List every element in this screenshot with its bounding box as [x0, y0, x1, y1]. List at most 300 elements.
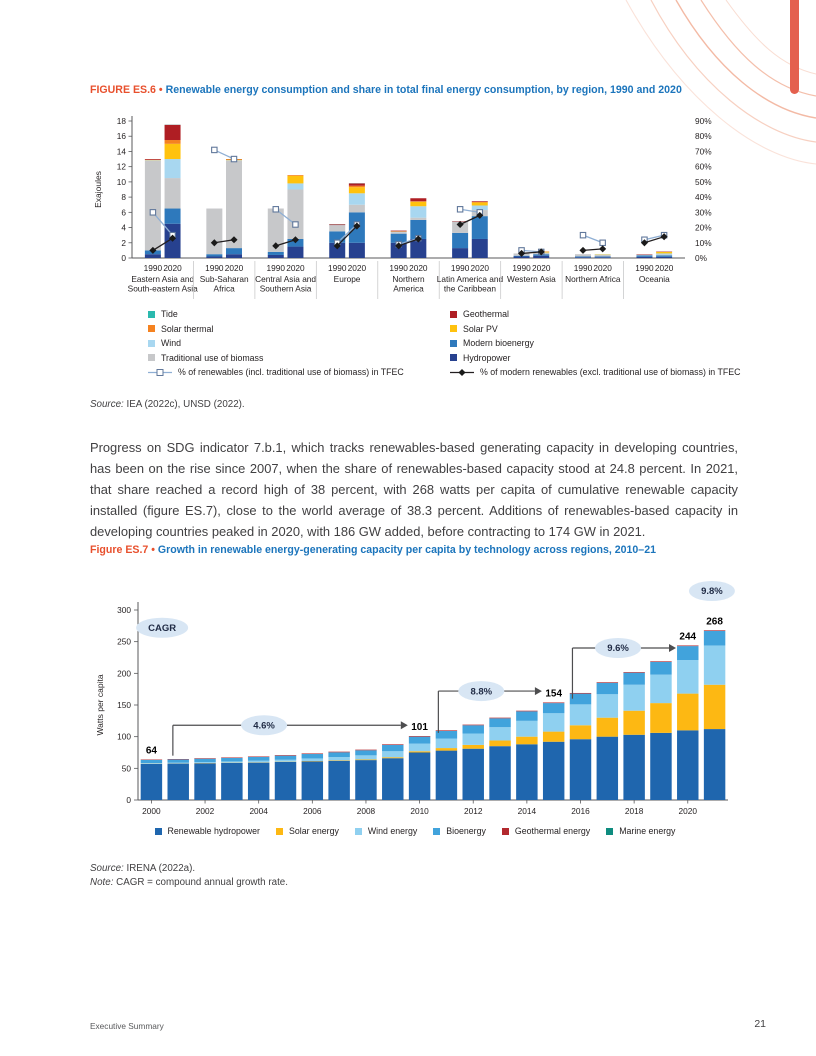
y2-tick-label: 50% [695, 176, 712, 187]
bar-segment [349, 187, 365, 193]
y-axis-title: Watts per capita [95, 674, 105, 736]
bar-segment [287, 190, 303, 239]
bar-segment [704, 630, 725, 631]
bar-segment [516, 744, 537, 800]
note-text: CAGR = compound annual growth rate. [113, 877, 288, 888]
bar-segment [636, 255, 652, 256]
bar-segment [472, 216, 488, 239]
diamond-marker-icon [458, 368, 465, 375]
bar-segment [575, 257, 591, 258]
fig6-legend-item [450, 309, 740, 319]
bar-segment [328, 761, 349, 800]
fig7-legend-item [276, 826, 339, 836]
bar-segment [677, 694, 698, 731]
legend-swatch-icon [502, 828, 509, 835]
y2-tick-label: 10% [695, 237, 712, 248]
bar-segment [463, 745, 484, 749]
bar-segment [194, 763, 215, 800]
y-tick-label: 18 [116, 116, 126, 126]
bar-segment [226, 248, 242, 254]
bar-segment [145, 254, 161, 258]
bar-segment [489, 727, 510, 740]
bar-segment [489, 718, 510, 719]
bar-segment [194, 762, 215, 763]
legend-swatch-icon [450, 340, 457, 347]
region-label: Oceania [638, 274, 670, 284]
bar-segment [328, 757, 349, 760]
legend-swatch-icon [276, 828, 283, 835]
y2-tick-label: 60% [695, 161, 712, 172]
fig7-legend-item [606, 826, 675, 836]
y-tick-label: 200 [117, 668, 131, 679]
bar-segment [452, 233, 468, 248]
bar-segment [543, 702, 564, 703]
bar-segment [355, 750, 376, 755]
fig6-legend-item [148, 338, 440, 348]
bar-segment [489, 746, 510, 800]
region-label: Europe [333, 274, 361, 284]
legend-line-icon [148, 368, 172, 377]
bar-segment [597, 683, 618, 694]
source-prefix: Source: [90, 399, 124, 410]
bar-segment [275, 756, 296, 760]
bar-segment [410, 202, 426, 207]
bar-segment [194, 758, 215, 759]
bar-segment [409, 751, 430, 752]
fig7-legend-item [433, 826, 486, 836]
region-label: Western Asia [507, 274, 556, 284]
legend-swatch-icon [355, 828, 362, 835]
legend-label: Bioenergy [446, 826, 486, 836]
x-tick-label: 2020 [470, 263, 490, 273]
value-label: 268 [706, 616, 723, 628]
bar-segment [355, 750, 376, 751]
square-marker-icon [600, 240, 605, 245]
bar-segment [623, 735, 644, 800]
legend-label: Geothermal [463, 309, 509, 319]
value-label: 64 [145, 745, 157, 757]
fig6-legend-item [148, 324, 440, 334]
bar-segment [382, 758, 403, 800]
y-tick-label: 4 [121, 222, 126, 233]
bar-segment [570, 704, 591, 725]
bar-segment [165, 209, 181, 224]
bar-segment [287, 176, 303, 184]
figure-es7-legend [90, 826, 740, 836]
square-marker-icon [157, 369, 163, 375]
x-tick-label: 2020 [654, 263, 674, 273]
bar-segment [463, 749, 484, 800]
bar-segment [141, 764, 162, 800]
bar-segment [650, 661, 671, 662]
x-tick-label: 2008 [356, 806, 376, 816]
decor-bar [790, 0, 799, 94]
bar-segment [489, 718, 510, 727]
y-tick-label: 12 [116, 161, 126, 172]
bar-segment [221, 758, 242, 761]
bar-segment [656, 255, 672, 256]
x-tick-label: 2010 [410, 806, 429, 816]
y-tick-label: 14 [116, 146, 126, 157]
bar-segment [516, 737, 537, 745]
square-marker-icon [293, 222, 298, 227]
bar-segment [543, 742, 564, 800]
bar-segment [141, 760, 162, 763]
value-label: 244 [679, 631, 697, 643]
bar-segment [409, 744, 430, 752]
bar-segment [302, 753, 323, 754]
region-label: Northern [392, 274, 425, 284]
bar-segment [597, 682, 618, 683]
legend-swatch-icon [450, 354, 457, 361]
region-label: Sub-Saharan [199, 274, 249, 284]
y-tick-label: 300 [117, 605, 131, 615]
region-label: Eastern Asia and [131, 274, 195, 284]
bar-segment [302, 758, 323, 761]
bar-segment [704, 645, 725, 684]
bar-segment [206, 209, 222, 255]
page-number: 21 [754, 1018, 766, 1030]
fig6-legend-item [148, 367, 440, 377]
bar-segment [677, 646, 698, 660]
y2-tick-label: 80% [695, 131, 712, 142]
legend-swatch-icon [148, 311, 155, 318]
bar-segment [287, 175, 303, 176]
square-marker-icon [580, 232, 585, 237]
legend-swatch-icon [606, 828, 613, 835]
bar-segment [382, 744, 403, 745]
bar-segment [355, 759, 376, 760]
bar-segment [165, 125, 181, 140]
bar-segment [145, 159, 161, 160]
bar-segment [349, 205, 365, 213]
legend-label: % of renewables (incl. traditional use of biomass) in TFEC [178, 367, 404, 377]
figure-es6-bullet: • [158, 84, 163, 96]
legend-label: Tide [161, 309, 178, 319]
figure-es6-label: FIGURE ES.6 [90, 84, 156, 96]
cagr-bubble-label: 4.6% [253, 720, 275, 732]
fig6-legend-item [450, 338, 740, 348]
bar-segment [221, 757, 242, 758]
bar-segment [575, 254, 591, 256]
bar-segment [275, 762, 296, 800]
legend-label: Traditional use of biomass [161, 352, 264, 363]
bar-segment [452, 248, 468, 258]
bar-segment [275, 760, 296, 762]
figure-es7-heading [90, 544, 745, 557]
bar-segment [355, 760, 376, 800]
cagr-bubble-label: CAGR [148, 622, 177, 634]
legend-label: Modern bioenergy [463, 338, 534, 348]
bar-segment [533, 256, 549, 258]
bar-segment [656, 257, 672, 258]
bar-segment [463, 734, 484, 745]
region-label: Latin America and [436, 274, 504, 284]
legend-swatch-icon [148, 325, 155, 332]
bar-segment [650, 703, 671, 733]
legend-label: Wind energy [367, 826, 418, 836]
bar-segment [409, 737, 430, 744]
bar-segment [287, 247, 303, 258]
bar-segment [221, 761, 242, 762]
bar-segment [409, 753, 430, 801]
y-tick-label: 100 [117, 731, 131, 742]
footer-section-title: Executive Summary [90, 1021, 164, 1031]
x-tick-label: 1990 [389, 263, 408, 273]
x-tick-label: 2020 [593, 263, 612, 273]
bar-segment [472, 202, 488, 205]
bar-segment [656, 255, 672, 257]
legend-label: Solar PV [463, 323, 498, 334]
bar-segment [472, 239, 488, 258]
bar-segment [226, 161, 242, 249]
x-tick-label: 2012 [463, 806, 483, 816]
region-label: Southern Asia [259, 283, 312, 294]
region-label: America [393, 283, 424, 294]
source-text: IEA (2022c), UNSD (2022). [123, 399, 245, 410]
source-text: IRENA (2022a). [123, 863, 196, 874]
bar-segment [543, 713, 564, 731]
bar-segment [623, 673, 644, 685]
note-prefix: Note: [90, 877, 114, 888]
figure-es7-note [90, 876, 288, 889]
cagr-bubble-label: 8.8% [470, 686, 493, 698]
legend-swatch-icon [148, 340, 155, 347]
body-paragraph: Progress on SDG indicator 7.b.1, which tracks renewables-based generating capacity in developing countries, has been on the rise since 2007, when the share of renewables-based capacity stood at 24.8 percent. In 2021, that share reached a record high of 38 percent, with 268 watts per capita of cumulative renewable capacity installed (figure ES.7), close to the world average of 38.3 percent. Additions of renewables-based capacity in developing countries peaked in 2020, with 186 GW added, before contracting to 174 GW in 2021. [90, 440, 738, 539]
bar-segment [145, 161, 161, 251]
figure-es7-bullet: • [151, 544, 155, 556]
bar-segment [328, 752, 349, 753]
bar-segment [349, 193, 365, 204]
x-tick-label: 2020 [347, 263, 367, 273]
square-marker-icon [150, 210, 155, 215]
diamond-marker-icon [599, 245, 606, 252]
y2-tick-label: 40% [695, 192, 712, 203]
bar-segment [704, 729, 725, 800]
bar-segment [472, 201, 488, 202]
x-tick-label: 2000 [142, 806, 161, 816]
x-tick-label: 1990 [512, 263, 531, 273]
bar-segment [349, 243, 365, 258]
bar-segment [391, 232, 407, 234]
bar-segment [543, 732, 564, 742]
bar-segment [570, 739, 591, 800]
x-tick-label: 1990 [635, 263, 654, 273]
figure-es6-heading [90, 84, 745, 97]
square-marker-icon [212, 147, 217, 152]
y2-tick-label: 90% [695, 116, 712, 126]
legend-line-icon [450, 368, 474, 377]
bar-segment [268, 255, 284, 258]
bar-segment [409, 736, 430, 737]
bar-segment [595, 257, 611, 258]
bar-segment [349, 183, 365, 185]
bar-segment [410, 206, 426, 217]
bar-segment [436, 739, 457, 749]
bar-segment [302, 754, 323, 758]
region-label: Africa [213, 283, 235, 294]
fig6-legend-item [450, 324, 740, 334]
square-marker-icon [457, 207, 462, 212]
bar-segment [516, 721, 537, 737]
fig7-legend-item [502, 826, 590, 836]
legend-label: Wind [161, 338, 182, 348]
decor-curve [726, 0, 816, 74]
bar-segment [165, 178, 181, 208]
y-tick-label: 50 [121, 763, 131, 774]
y-axis-title: Exajoules [93, 171, 103, 208]
bar-segment [165, 140, 181, 144]
y2-tick-label: 20% [695, 222, 712, 233]
cagr-bubble-label: 9.6% [607, 643, 629, 655]
bar-segment [382, 751, 403, 757]
figure-es6-title: Renewable energy consumption and share in total final energy consumption, by region, 1990 and 2020 [165, 84, 682, 96]
bar-segment [570, 725, 591, 739]
arrowhead-icon [535, 687, 542, 695]
bar-segment [349, 186, 365, 188]
square-marker-icon [273, 207, 278, 212]
bar-segment [436, 751, 457, 800]
square-marker-icon [231, 156, 236, 161]
y-tick-label: 8 [121, 192, 126, 203]
bar-segment [382, 745, 403, 751]
x-tick-label: 2020 [678, 806, 698, 816]
bar-segment [168, 759, 189, 762]
y-tick-label: 2 [121, 237, 126, 248]
bar-segment [382, 757, 403, 758]
x-tick-label: 2020 [409, 263, 428, 273]
bar-segment [463, 725, 484, 733]
value-label: 101 [411, 722, 428, 734]
x-tick-label: 2020 [224, 263, 244, 273]
legend-label: % of modern renewables (excl. traditional use of biomass) in TFEC [480, 367, 741, 377]
legend-swatch-icon [433, 828, 440, 835]
bar-segment [194, 759, 215, 762]
y2-tick-label: 0% [695, 253, 707, 263]
bar-segment [677, 730, 698, 800]
bar-segment [268, 252, 284, 255]
figure-es7-source [90, 862, 195, 875]
bar-segment [328, 760, 349, 761]
bar-segment [329, 225, 345, 231]
source-prefix: Source: [90, 863, 124, 874]
bar-segment [436, 748, 457, 751]
region-label: Northern Africa [565, 274, 621, 284]
bar-segment [636, 257, 652, 258]
bar-segment [623, 685, 644, 711]
legend-label: Solar energy [288, 826, 339, 836]
bar-segment [248, 756, 269, 757]
legend-label: Hydropower [463, 352, 511, 363]
region-label: the Caribbean [443, 283, 497, 294]
figure-es6-legend [148, 309, 740, 377]
y-tick-label: 10 [116, 176, 126, 187]
figure-es6-source [90, 398, 245, 411]
bar-segment [463, 725, 484, 726]
y-tick-label: 150 [117, 700, 131, 710]
y-tick-label: 0 [121, 253, 126, 263]
fig6-legend-item [450, 353, 740, 363]
x-tick-label: 2002 [195, 806, 215, 816]
bar-segment [543, 703, 564, 713]
fig6-legend-item [148, 353, 440, 363]
bar-segment [677, 645, 698, 646]
x-tick-label: 2004 [249, 806, 268, 816]
figure-es7-chart [90, 570, 740, 820]
cagr-bubble-label: 9.8% [701, 586, 723, 598]
bar-segment [221, 763, 242, 800]
bar-segment [650, 662, 671, 675]
bar-segment [597, 718, 618, 737]
region-label: Central Asia and [255, 274, 317, 284]
legend-swatch-icon [148, 354, 155, 361]
bar-segment [677, 660, 698, 694]
y-tick-label: 250 [117, 636, 131, 647]
bar-segment [165, 144, 181, 159]
bar-segment [141, 763, 162, 764]
arrowhead-icon [401, 721, 408, 729]
bar-segment [391, 231, 407, 232]
x-tick-label: 2020 [163, 263, 182, 273]
bar-segment [168, 763, 189, 764]
legend-swatch-icon [450, 311, 457, 318]
region-label: South-eastern Asia [127, 283, 198, 294]
bar-segment [165, 159, 181, 178]
fig7-legend-item [355, 826, 417, 836]
x-tick-label: 2014 [517, 806, 537, 816]
x-tick-label: 2016 [571, 806, 590, 816]
bar-segment [623, 711, 644, 735]
x-tick-label: 1990 [573, 263, 593, 273]
legend-label: Solar thermal [161, 323, 214, 334]
bar-segment [595, 255, 611, 257]
bar-segment [410, 218, 426, 220]
fig6-legend-item [148, 309, 440, 319]
bar-segment [248, 761, 269, 763]
bar-segment [704, 685, 725, 729]
bar-segment [636, 255, 652, 257]
x-tick-label: 2018 [624, 806, 644, 816]
bar-segment [656, 253, 672, 254]
figure-es7-title: Growth in renewable energy-generating capacity per capita by technology across regions, 2010–21 [157, 544, 656, 556]
value-label: 154 [545, 688, 563, 700]
x-tick-label: 1990 [266, 263, 286, 273]
bar-segment [168, 764, 189, 800]
y2-tick-label: 30% [695, 207, 712, 218]
figure-es6-chart [90, 106, 740, 302]
bar-segment [595, 256, 611, 257]
bar-segment [410, 198, 426, 201]
x-tick-label: 1990 [450, 263, 470, 273]
bar-segment [575, 256, 591, 257]
x-tick-label: 1990 [205, 263, 224, 273]
bar-segment [248, 763, 269, 800]
bar-segment [650, 675, 671, 704]
y-tick-label: 6 [121, 207, 126, 218]
bar-segment [302, 761, 323, 800]
x-tick-label: 1990 [327, 263, 347, 273]
figure-es7-label: Figure ES.7 [90, 544, 149, 556]
bar-segment [597, 737, 618, 800]
x-tick-label: 2020 [286, 263, 305, 273]
x-tick-label: 2020 [531, 263, 551, 273]
bar-segment [516, 711, 537, 712]
y-tick-label: 16 [116, 131, 126, 142]
bar-segment [355, 755, 376, 759]
x-tick-label: 1990 [143, 263, 163, 273]
bar-segment [597, 694, 618, 717]
legend-swatch-icon [155, 828, 162, 835]
